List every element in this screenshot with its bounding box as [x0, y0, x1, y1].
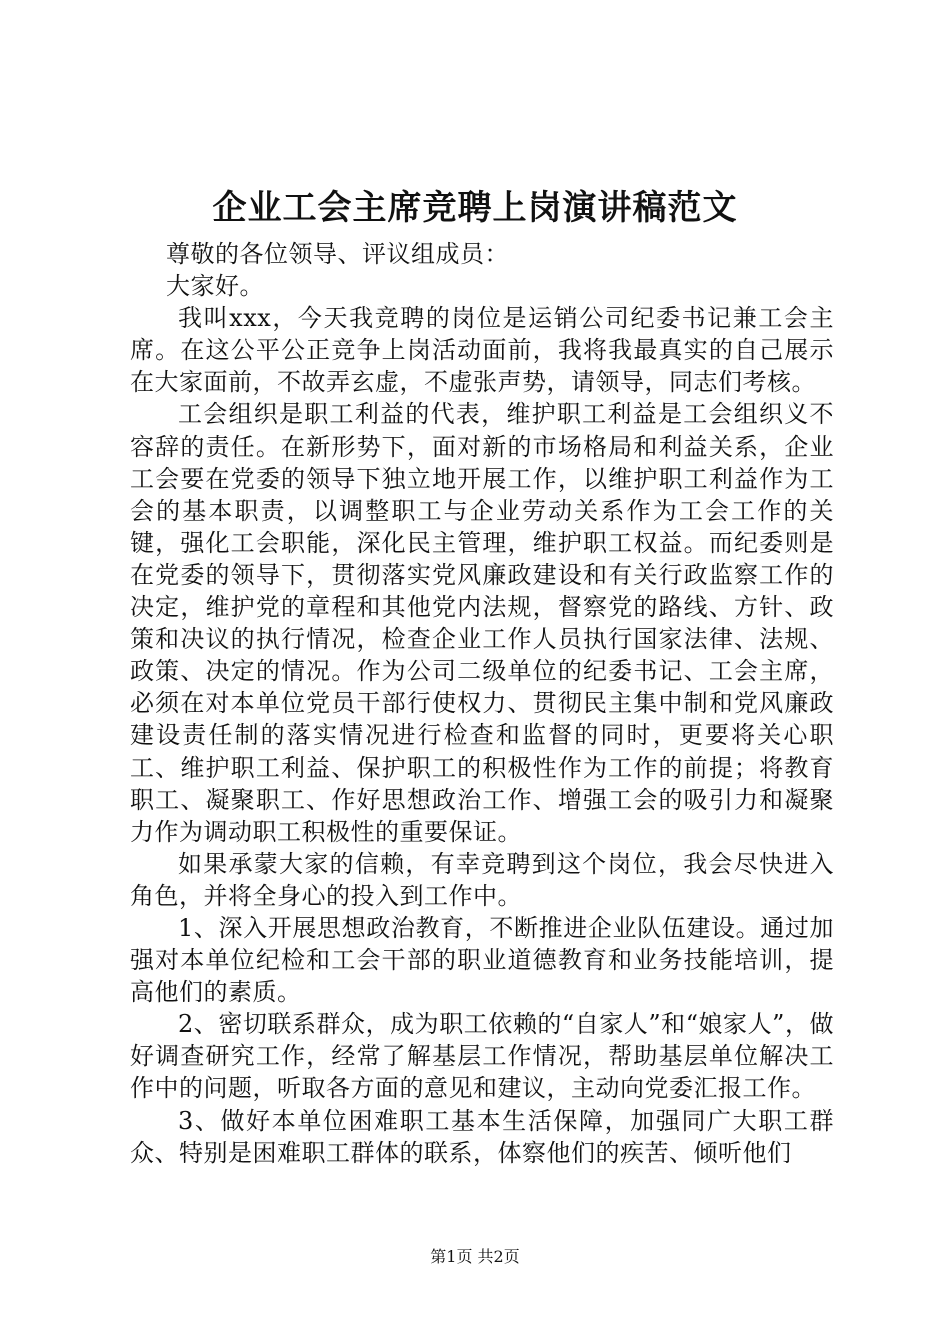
paragraph-responsibility: 工会组织是职工利益的代表，维护职工利益是工会组织义不容辞的责任。在新形势下，面对新的市场格局和利益关系，企业工会要在党委的领导下独立地开展工作，以维护职工利益作为工会的基本职责，以调整职工与企业劳动关系作为工会工作的关键，强化工会职能，深化民主管理，维护职工权益。而纪委则是在党委的领导下，贯彻落实党风廉政建设和有关行政监察工作的决定，维护党的章程和其他党内法规，督察党的路线、方针、政策和决议的执行情况，检查企业工作人员执行国家法律、法规、政策、决定的情况。作为公司二级单位的纪委书记、工会主席，必须在对本单位党员干部行使权力、贯彻民主集中制和党风廉政建设责任制的落实情况进行检查和监督的同时，更要将关心职工、维护职工利益、保护职工的积极性作为工作的前提；将教育职工、凝聚职工、作好思想政治工作、增强工会的吸引力和凝聚力作为调动职工积极性的重要保证。: [130, 400, 834, 846]
paragraph-item-3: 3、做好本单位困难职工基本生活保障，加强同广大职工群众、特别是困难职工群体的联系，体察他们的疾苦、倾听他们: [130, 1106, 834, 1167]
paragraph-item-1: 1、深入开展思想政治教育，不断推进企业队伍建设。通过加强对本单位纪检和工会干部的职业道德教育和业务技能培训，提高他们的素质。: [130, 913, 834, 1007]
paragraph-item-2: 2、密切联系群众，成为职工依赖的“自家人”和“娘家人”，做好调查研究工作，经常了解基层工作情况，帮助基层单位解决工作中的问题，听取各方面的意见和建议，主动向党委汇报工作。: [130, 1010, 834, 1103]
document-title: 企业工会主席竞聘上岗演讲稿范文: [212, 188, 738, 228]
page-footer: 第1页 共2页: [430, 1247, 520, 1266]
greeting: 大家好。: [166, 272, 264, 301]
paragraph-commitment: 如果承蒙大家的信赖，有幸竞聘到这个岗位，我会尽快进入角色，并将全身心的投入到工作中。: [130, 849, 834, 910]
document-body: [130, 238, 834, 1169]
paragraph-intro: 我叫xxx，今天我竞聘的岗位是运销公司纪委书记兼工会主席。在这公平公正竞争上岗活动面前，我将我最真实的自己展示在大家面前，不故弄玄虚，不虚张声势，请领导，同志们考核。: [130, 304, 834, 397]
salutation: 尊敬的各位领导、评议组成员：: [166, 240, 509, 268]
